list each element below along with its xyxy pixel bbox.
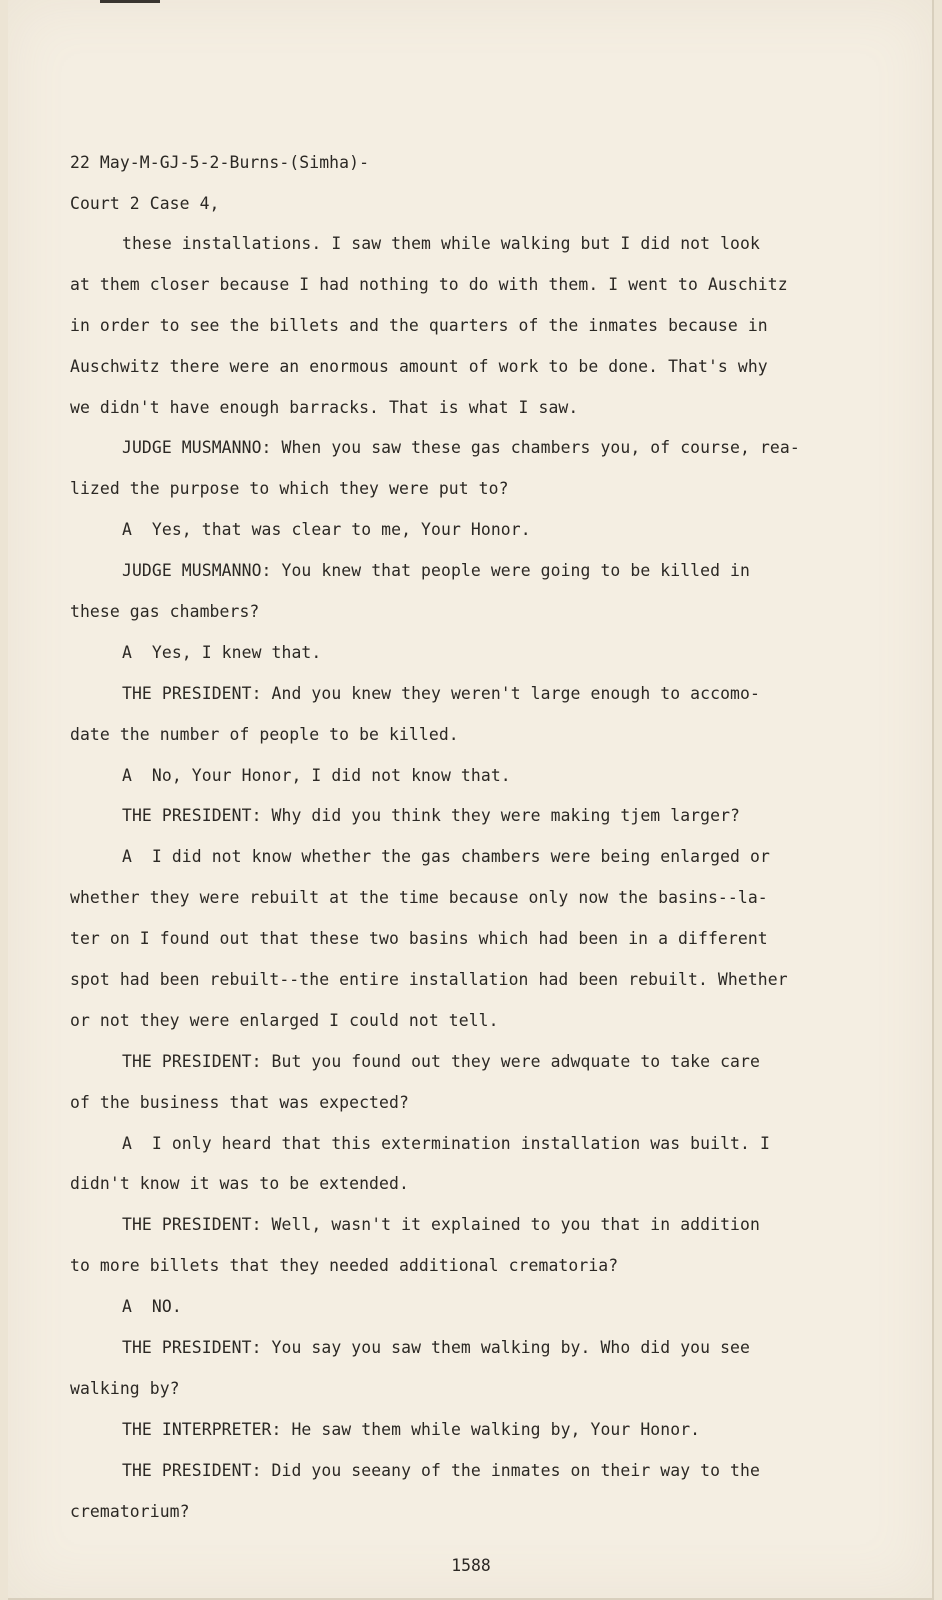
transcript-line: A Yes, that was clear to me, Your Honor. [122, 520, 531, 540]
header-line: 22 May-M-GJ-5-2-Burns-(Simha)- [70, 153, 370, 172]
transcript-line: didn't know it was to be extended. [70, 1174, 409, 1194]
page-number: 1588 [451, 1556, 491, 1575]
header-line: Court 2 Case 4, [70, 193, 220, 213]
transcript-line: JUDGE MUSMANNO: You knew that people were going to be killed in [122, 561, 750, 581]
transcript-line: THE PRESIDENT: You say you saw them walking by. Who did you see [122, 1338, 750, 1358]
transcript-line: or not they were enlarged I could not tell. [70, 1010, 499, 1030]
transcript-line: in order to see the billets and the quarters of the inmates because in [70, 315, 768, 335]
transcript-line: A Yes, I knew that. [122, 642, 322, 662]
transcript-line: of the business that was expected? [70, 1092, 409, 1112]
scan-mark [100, 0, 160, 3]
transcript-line: whether they were rebuilt at the time because only now the basins--la- [70, 888, 768, 908]
transcript-line: lized the purpose to which they were put to? [70, 479, 509, 499]
transcript-line: at them closer because I had nothing to do with them. I went to Auschitz [70, 274, 788, 294]
transcript-line: spot had been rebuilt--the entire installation had been rebuilt. Whether [70, 970, 788, 990]
transcript-body [70, 143, 870, 1533]
transcript-line: crematorium? [70, 1501, 190, 1521]
transcript-line: these gas chambers? [70, 602, 260, 622]
transcript-line: A I only heard that this extermination installation was built. I [122, 1133, 770, 1153]
transcript-line: THE PRESIDENT: Well, wasn't it explained to you that in addition [122, 1215, 760, 1235]
transcript-line: walking by? [70, 1378, 180, 1398]
transcript-line: JUDGE MUSMANNO: When you saw these gas chambers you, of course, rea- [122, 438, 800, 458]
transcript-line: these installations. I saw them while walking but I did not look [122, 234, 760, 253]
transcript-line: ter on I found out that these two basins which had been in a different [70, 929, 768, 949]
transcript-line: THE PRESIDENT: Why did you think they were making tjem larger? [122, 806, 741, 826]
transcript-line: THE PRESIDENT: Did you seeany of the inmates on their way to the [122, 1460, 760, 1480]
transcript-line: THE INTERPRETER: He saw them while walking by, Your Honor. [122, 1419, 701, 1439]
transcript-line: A I did not know whether the gas chambers were being enlarged or [122, 847, 770, 867]
transcript-line: A No, Your Honor, I did not know that. [122, 765, 511, 785]
transcript-line: A NO. [122, 1297, 182, 1317]
transcript-line: we didn't have enough barracks. That is what I saw. [70, 397, 579, 417]
transcript-line: date the number of people to be killed. [70, 724, 459, 744]
transcript-line: THE PRESIDENT: And you knew they weren't large enough to accomo- [122, 683, 760, 703]
transcript-line: to more billets that they needed additional crematoria? [70, 1256, 619, 1276]
transcript-line: THE PRESIDENT: But you found out they were adwquate to take care [122, 1051, 760, 1071]
transcript-line: Auschwitz there were an enormous amount of work to be done. That's why [70, 356, 768, 376]
